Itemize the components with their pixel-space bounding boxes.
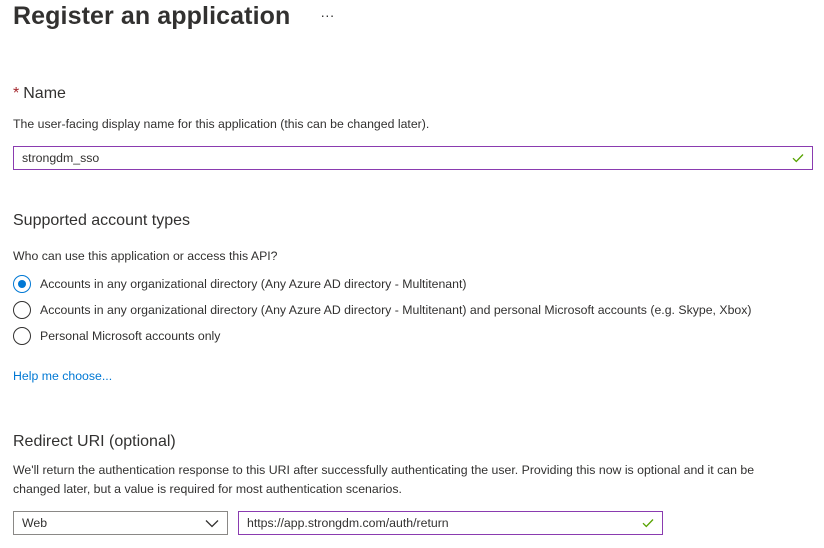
radio-unselected[interactable] [13,327,31,345]
chevron-down-icon [205,519,219,528]
account-type-option-multitenant-personal[interactable] [13,301,752,319]
account-types-question: Who can use this application or access this API? [13,249,278,263]
redirect-uri-input[interactable] [238,511,663,535]
radio-unselected[interactable] [13,301,31,319]
redirect-uri-heading: Redirect URI (optional) [13,433,176,450]
account-type-option-label: Accounts in any organizational directory (Any Azure AD directory - Multitenant) and personal Microsoft accounts (e.g. Skype, Xbox) [40,303,752,317]
name-heading [13,85,66,103]
redirect-description-line2: changed later, but a value is required for most authentication scenarios. [13,482,402,496]
name-heading-label: Name [23,85,66,102]
name-input-value[interactable]: strongdm_sso [22,151,100,165]
name-description: The user-facing display name for this application (this can be changed later). [13,117,430,131]
valid-check-icon [642,518,654,528]
redirect-uri-value[interactable]: https://app.strongdm.com/auth/return [247,516,449,530]
account-type-option-label: Accounts in any organizational directory (Any Azure AD directory - Multitenant) [40,277,467,291]
page-title: Register an application [13,2,291,30]
account-type-option-single-multitenant[interactable] [13,275,467,293]
name-input[interactable] [13,146,813,170]
platform-select[interactable] [13,511,228,535]
account-type-option-label: Personal Microsoft accounts only [40,329,221,343]
radio-selected[interactable] [13,275,31,293]
title-row [13,2,338,31]
required-marker: * [13,85,20,102]
account-types-heading: Supported account types [13,212,191,229]
help-me-choose-link[interactable]: Help me choose... [13,369,113,383]
valid-check-icon [792,153,804,163]
redirect-description-line1: We'll return the authentication response to this URI after successfully authenticating the user. Providing this now is optional and it can be [13,463,755,477]
more-options-button[interactable]: ··· [320,6,335,23]
platform-select-value: Web [22,516,48,530]
account-type-option-personal-only[interactable] [13,327,220,345]
